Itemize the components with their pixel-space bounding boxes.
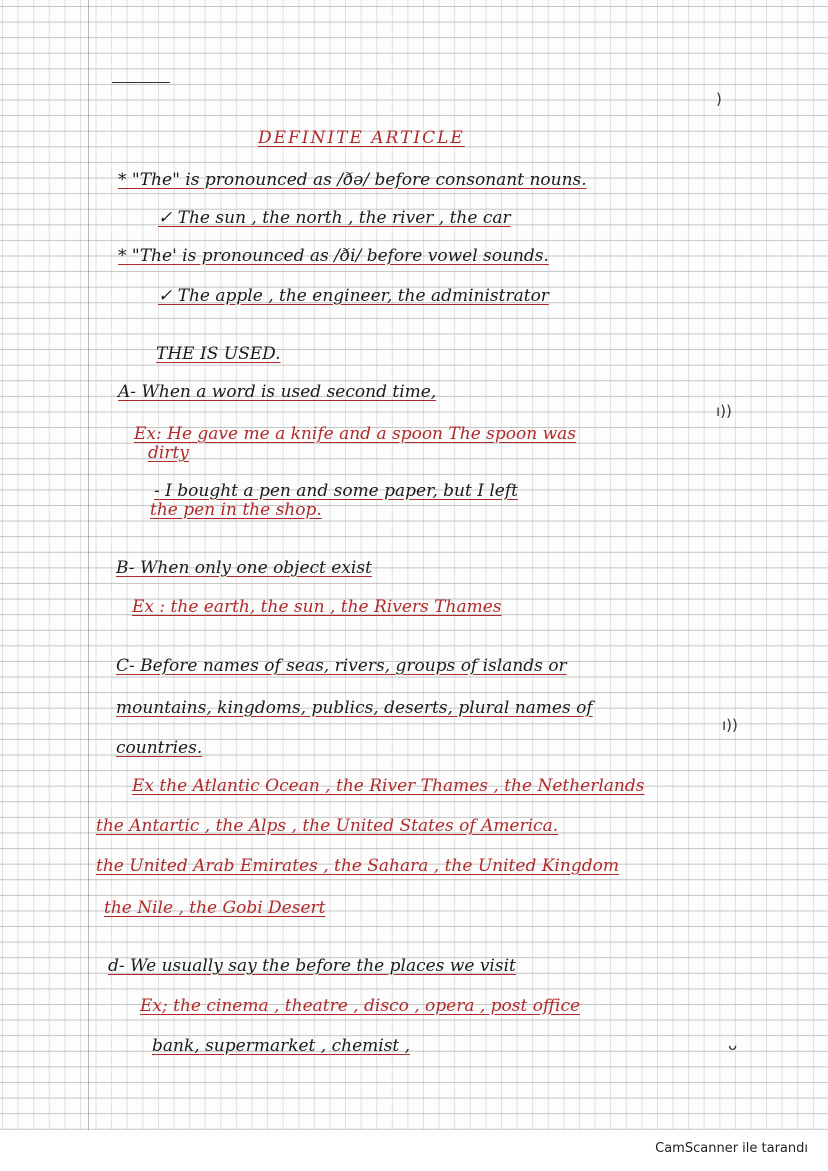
example-line: dirty [148, 443, 189, 463]
margin-mark: ) [716, 90, 722, 108]
margin-mark: ı)) [722, 716, 738, 734]
note-line: - I bought a pen and some paper, but I left [154, 481, 518, 501]
example-line: the Antartic , the Alps , the United States of America. [96, 816, 559, 836]
example-line: Ex the Atlantic Ocean , the River Thames , the Netherlands [132, 776, 645, 796]
note-line: B- When only one object exist [116, 558, 372, 578]
example-line: the United Arab Emirates , the Sahara , the United Kingdom [96, 856, 619, 876]
note-line: * "The" is pronounced as /ðə/ before consonant nouns. [118, 170, 587, 190]
example-line: the Nile , the Gobi Desert [104, 898, 326, 918]
note-line: C- Before names of seas, rivers, groups of islands or [116, 656, 567, 676]
margin-line [88, 0, 89, 1130]
example-line: Ex : the earth, the sun , the Rivers Thames [132, 597, 502, 617]
note-line: ✓ The sun , the north , the river , the car [158, 208, 511, 228]
note-line: mountains, kingdoms, publics, deserts, plural names of [116, 698, 593, 718]
note-line: A- When a word is used second time, [118, 382, 437, 402]
pen-stroke [112, 82, 170, 83]
scanner-watermark: CamScanner ile tarandı [655, 1141, 808, 1156]
example-line: Ex; the cinema , theatre , disco , opera , post office [140, 996, 581, 1016]
example-line: the pen in the shop. [150, 500, 322, 520]
note-line: d- We usually say the before the places we visit [108, 956, 516, 976]
example-line: Ex: He gave me a knife and a spoon The spoon was [134, 424, 576, 444]
margin-mark: ı)) [716, 402, 732, 420]
note-line: bank, supermarket , chemist , [152, 1036, 411, 1056]
note-line: * "The' is pronounced as /ði/ before vowel sounds. [118, 246, 549, 266]
note-line: ✓ The apple , the engineer, the administrator [158, 286, 549, 306]
note-title: DEFINITE ARTICLE [258, 128, 465, 148]
section-heading: THE IS USED. [156, 344, 281, 364]
margin-mark: ᴗ [728, 1036, 738, 1054]
note-line: countries. [116, 738, 203, 758]
